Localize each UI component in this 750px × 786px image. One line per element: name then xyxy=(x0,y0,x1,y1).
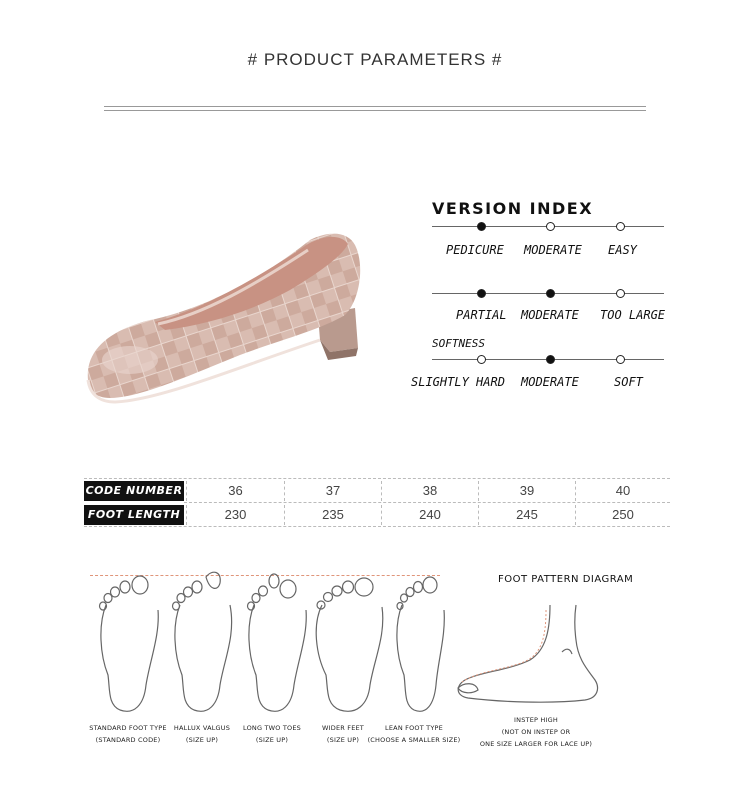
long-two-toes-foot-icon xyxy=(236,565,316,715)
index-marker xyxy=(477,355,486,364)
size-code-cell: 40 xyxy=(575,481,670,501)
index-option-label: TOO LARGE xyxy=(600,308,666,322)
version-index-title: VERSION INDEX xyxy=(432,199,594,218)
size-code-cell: 38 xyxy=(381,481,478,501)
instep-note-line: (NOT ON INSTEP OR xyxy=(501,728,571,736)
foot-length-cell: 240 xyxy=(381,505,478,525)
foot-type-note: (SIZE UP) xyxy=(255,736,289,744)
size-code-cell: 39 xyxy=(478,481,575,501)
foot-diagram-title: FOOT PATTERN DIAGRAM xyxy=(498,574,634,585)
standard-foot-icon xyxy=(88,565,168,715)
foot-length-cell: 245 xyxy=(478,505,575,525)
index-option-label: EASY xyxy=(608,243,637,257)
index-option-label: MODERATE xyxy=(521,308,579,322)
side-foot-icon xyxy=(450,600,610,710)
wider-feet-foot-icon xyxy=(308,565,388,715)
index-option-label: MODERATE xyxy=(524,243,582,257)
foot-type-note: (STANDARD CODE) xyxy=(95,736,161,744)
shoe-image xyxy=(80,220,390,420)
index-marker xyxy=(546,355,555,364)
index-marker xyxy=(546,289,555,298)
index-option-label: PEDICURE xyxy=(446,243,504,257)
index-marker xyxy=(477,289,486,298)
foot-length-cell: 250 xyxy=(575,505,670,525)
table-divider xyxy=(84,478,670,480)
instep-note-line: ONE SIZE LARGER FOR LACE UP) xyxy=(479,740,593,748)
softness-caption: SOFTNESS xyxy=(432,337,485,350)
page-title: # PRODUCT PARAMETERS # xyxy=(247,50,503,69)
foot-type-name: LEAN FOOT TYPE xyxy=(385,724,443,732)
index-marker xyxy=(616,222,625,231)
index-option-label: SOFT xyxy=(614,375,643,389)
index-option-label: PARTIAL xyxy=(456,308,507,322)
foot-type-name: LONG TWO TOES xyxy=(243,724,301,732)
instep-note-line: INSTEP HIGH xyxy=(514,716,558,724)
foot-length-cell: 235 xyxy=(284,505,381,525)
foot-type-note: (SIZE UP) xyxy=(185,736,219,744)
foot-length-cell: 230 xyxy=(186,505,284,525)
hallux-valgus-foot-icon xyxy=(162,565,242,715)
foot-type-name: HALLUX VALGUS xyxy=(173,724,231,732)
header-divider xyxy=(104,106,646,111)
index-marker xyxy=(546,222,555,231)
index-marker xyxy=(616,355,625,364)
index-option-label: MODERATE xyxy=(521,375,579,389)
foot-type-note: (CHOOSE A SMALLER SIZE) xyxy=(367,736,461,744)
index-option-label: SLIGHTLY HARD xyxy=(411,375,505,389)
foot-type-label xyxy=(232,722,312,746)
table-divider xyxy=(84,526,670,528)
index-marker xyxy=(616,289,625,298)
index-marker xyxy=(477,222,486,231)
size-code-cell: 36 xyxy=(186,481,284,501)
code-number-label: CODE NUMBER xyxy=(84,481,184,501)
foot-length-label: FOOT LENGTH xyxy=(84,505,184,525)
foot-type-note: (SIZE UP) xyxy=(326,736,360,744)
size-code-cell: 37 xyxy=(284,481,381,501)
foot-type-name: WIDER FEET xyxy=(322,724,364,732)
foot-type-label xyxy=(364,722,464,746)
foot-type-name: STANDARD FOOT TYPE xyxy=(89,724,167,732)
instep-note xyxy=(466,714,606,750)
table-divider xyxy=(184,502,670,504)
lean-foot-icon xyxy=(380,565,460,715)
